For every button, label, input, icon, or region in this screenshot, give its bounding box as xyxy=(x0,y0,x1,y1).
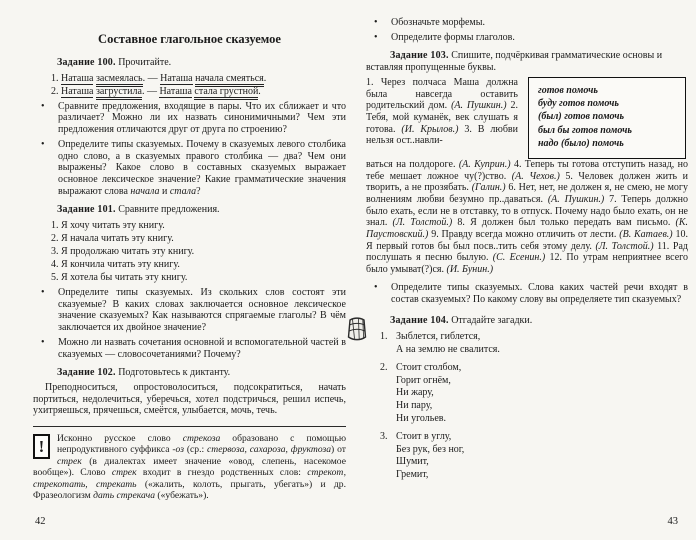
task-103-instruction: Спишите, подчёркивая грамматические основы и вставляя пропущенные буквы. xyxy=(366,50,663,74)
helper-form-line: (был) готов помочь xyxy=(538,111,625,123)
task-101-item: 4. Я кончила читать эту книгу. xyxy=(51,259,180,271)
riddle-line: Горит огнём, xyxy=(396,374,451,386)
riddle-line: А на землю не свалится. xyxy=(396,343,500,355)
riddle-line: Гремит, xyxy=(396,468,429,480)
section-title: Составное глагольное сказуемое xyxy=(98,32,281,46)
task-100-bullet-1: • Сравните предложения, входящие в пары. Что их сближает и что различает? Можно ли их назвать синонимичными? Чем эти предложения отличаются друг от друга по строению? xyxy=(41,100,346,136)
note-divider xyxy=(33,426,346,427)
riddle-line: Зыблется, гиблется, xyxy=(396,330,481,342)
helper-forms-box xyxy=(528,77,686,159)
task-104-heading xyxy=(366,315,688,327)
page-left xyxy=(33,0,346,540)
task-100-instruction: Прочитайте. xyxy=(118,57,172,68)
task-103-heading xyxy=(366,50,688,73)
task-101-instruction: Сравните предложения. xyxy=(118,204,220,216)
task-100-sentence-2: 2. Наташа загрустила. — Наташа стала грустной. xyxy=(51,85,346,98)
bullet-marker-icon: • xyxy=(41,138,45,150)
bullet-marker-icon: • xyxy=(41,287,45,299)
bullet-marker-icon: • xyxy=(41,100,45,112)
riddle-line: Шумит, xyxy=(396,456,429,468)
task-103-two-column xyxy=(366,77,688,159)
task-101-bullet-2: • Можно ли назвать сочетания основной и вспомогательной частей в сказуемых — словосочетаниями? Почему? xyxy=(41,336,346,360)
etymology-note xyxy=(33,433,346,501)
helper-form-line: надо (было) помочь xyxy=(538,138,624,149)
riddle-number: 1. xyxy=(380,330,388,342)
top-bullet-2: • Определите формы глаголов. xyxy=(374,31,515,43)
riddle-1 xyxy=(380,331,688,356)
riddle-line: Без рук, без ног, xyxy=(396,443,465,455)
task-103-bullet-1: • Определите типы сказуемых. Слова каких частей речи входят в состав сказуемых? По какому слову вы определяете тип сказуемых? xyxy=(374,281,688,305)
task-101-heading xyxy=(33,204,346,216)
bullet-marker-icon: • xyxy=(374,281,378,293)
riddle-line: Ни угольев. xyxy=(396,412,447,424)
riddle-line: Стоит столбом, xyxy=(396,362,462,374)
task-102-heading xyxy=(33,367,346,379)
task-101-item: 3. Я продолжаю читать эту книгу. xyxy=(51,246,195,258)
top-bullet-1: • Обозначьте морфемы. xyxy=(374,17,485,28)
task-100-label: Задание 100. xyxy=(57,57,116,68)
task-101-item: 1. Я хочу читать эту книгу. xyxy=(51,220,165,232)
decorative-barrel-icon xyxy=(346,317,368,341)
task-100-sentence-1: 1. Наташа засмеялась. — Наташа начала смеяться. xyxy=(51,72,346,85)
task-101-bullet-1: • Определите типы сказуемых. Из скольких слов состоят эти сказуемые? В каких словах заключается основное лексическое значение сказуемых? Как называются спрягаемые глаголы? В чём заключается их двойное значение? xyxy=(41,287,346,334)
bullet-marker-icon: • xyxy=(374,31,378,43)
bullet-marker-icon: • xyxy=(374,17,378,28)
task-101-label: Задание 101. xyxy=(57,204,116,216)
helper-form-line: буду готов помочь xyxy=(538,98,619,110)
page-number-right: 43 xyxy=(667,516,678,528)
page-number-left: 42 xyxy=(35,516,46,528)
task-100-heading xyxy=(33,57,346,69)
riddle-number: 3. xyxy=(380,431,388,443)
task-103-label: Задание 103. xyxy=(390,50,449,62)
helper-form-line: готов помочь xyxy=(538,84,598,96)
task-104-instruction: Отгадайте загадки. xyxy=(451,315,533,327)
task-104-label: Задание 104. xyxy=(390,315,449,327)
page-right xyxy=(366,0,688,540)
task-100-bullet-2: • Определите типы сказуемых. Почему в сказуемых левого столбика одно слово, а в сказуемых правого столбика — два? Чем они выражены? Какое слово в составных сказуемых выражает основное лексическое значение? Какие грамматические значения выражают слова начала и стала? xyxy=(41,138,346,197)
helper-form-line: был бы готов помочь xyxy=(538,124,632,136)
task-101-item: 5. Я хотела бы читать эту книгу. xyxy=(51,272,188,284)
task-103-continuation: ваться на полдороге. (А. Куприн.) 4. Теперь ты готова отступить назад, но тебе мешает ложное чу(?)ство. (А. Чехов.) 5. Человек должен жить и творить, а не прозябать. (Галин.) 6. Нет, нет, не должен я, не смею, не могу волнениям любви безумно пр..даваться. (А. Пушкин.) 7. Теперь должно было ехать, если не в отставку, то в отпуск. Почему надо было ехать, он не знал. (Л. Толстой.) 8. Я должен был только передать вам письмо. (К. Паустовский.) 9. Правду всегда можно отличить от лести. (В. Катаев.) 10. Я первый готов бы был посв..тить себя этому делу. (Л. Толстой.) 11. Рад послушать я песню былую. (С. Есенин.) 12. По утрам неприятнее всего было умыват(?)ся. (И. Бунин.) xyxy=(366,158,689,276)
exclamation-icon: ! xyxy=(33,434,50,459)
riddle-line: Ни пару, xyxy=(396,399,433,411)
riddle-line: Ни жару, xyxy=(396,387,434,399)
task-102-label: Задание 102. xyxy=(57,367,116,379)
bullet-marker-icon: • xyxy=(41,336,45,348)
riddle-number: 2. xyxy=(380,362,388,374)
task-102-paragraph: Преподноситься, опростоволоситься, подсократиться, начать портиться, недолечиться, уберечься, хотел подстричься, решил испечь, ухитряешься, прячешься, смеётся, улыбается, мочь, течь. xyxy=(33,381,346,417)
riddle-line: Стоит в углу, xyxy=(396,431,452,443)
task-101-item: 2. Я начала читать эту книгу. xyxy=(51,233,174,245)
task-103-column-text: 1. Через полчаса Маша должна была навсегда оставить родительский дом. (А. Пушкин.) 2. Тебя, мой куманёк, век слушать я готова. (И. Крылов.) 3. В любви нельзя ост..навли- xyxy=(366,76,518,147)
etymology-note-text: Исконно русское слово стрекоза образовано с помощью непродуктивного суффикса -оз (ср.: стервоза, сахароза, фруктоза) от стрек (в диалектах имеет значение «овод, слепень, насекомое вообще»). Слово стрек входит в гнездо родственных слов: стрекот, стрекотать, стрекать («жалить, колоть, прыгать, убегать») и др. Фразеологизм дать стрекача («убежать»). xyxy=(33,433,346,502)
riddle-3 xyxy=(380,431,688,481)
task-104-section xyxy=(366,315,688,481)
riddle-2 xyxy=(380,362,688,425)
task-102-instruction: Подготовьтесь к диктанту. xyxy=(118,367,231,379)
